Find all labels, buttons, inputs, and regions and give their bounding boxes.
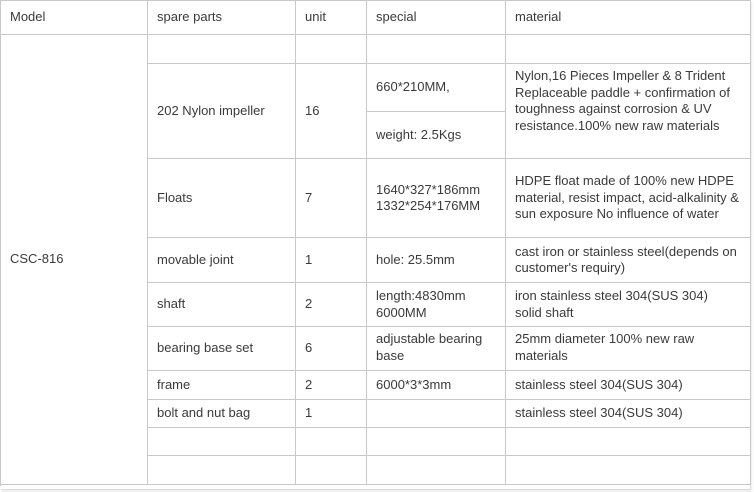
part-cell: Floats <box>148 159 296 238</box>
part-cell: shaft <box>148 283 296 327</box>
header-model: Model <box>1 1 148 35</box>
empty-cell <box>367 35 506 64</box>
part-cell: frame <box>148 371 296 400</box>
part-cell: bearing base set <box>148 327 296 371</box>
empty-cell <box>148 35 296 64</box>
material-line: iron stainless steel 304(SUS 304) <box>515 288 708 303</box>
material-cell: Nylon,16 Pieces Impeller & 8 Trident Replaceable paddle + confirmation of toughness against corrosion & UV resistance.100% new raw materials <box>506 64 751 159</box>
header-material: material <box>506 1 751 35</box>
part-cell: movable joint <box>148 238 296 283</box>
material-cell: stainless steel 304(SUS 304) <box>506 371 751 400</box>
unit-cell: 2 <box>296 283 367 327</box>
empty-cell <box>506 35 751 64</box>
unit-cell: 16 <box>296 64 367 159</box>
unit-cell: 6 <box>296 327 367 371</box>
special-line: 6000MM <box>376 304 427 320</box>
special-cell: 6000*3*3mm <box>367 371 506 400</box>
empty-cell <box>296 428 367 456</box>
empty-cell <box>506 456 751 485</box>
special-cell <box>367 400 506 428</box>
unit-cell: 1 <box>296 400 367 428</box>
header-special: special <box>367 1 506 35</box>
material-cell: cast iron or stainless steel(depends on customer's requiry) <box>506 238 751 283</box>
empty-cell <box>296 35 367 64</box>
empty-cell <box>506 428 751 456</box>
special-cell: weight: 2.5Kgs <box>367 112 506 159</box>
empty-cell <box>148 428 296 456</box>
special-cell <box>367 159 506 238</box>
unit-cell: 2 <box>296 371 367 400</box>
material-cell: HDPE float made of 100% new HDPE material, resist impact, acid-alkalinity & sun exposure No influence of water <box>506 159 751 238</box>
material-cell: stainless steel 304(SUS 304) <box>506 400 751 428</box>
header-unit: unit <box>296 1 367 35</box>
empty-cell <box>367 428 506 456</box>
material-cell: 25mm diameter 100% new raw materials <box>506 327 751 371</box>
empty-cell <box>367 456 506 485</box>
header-spare-parts: spare parts <box>148 1 296 35</box>
special-cell: hole: 25.5mm <box>367 238 506 283</box>
material-line: solid shaft <box>515 304 574 320</box>
special-cell: adjustable bearing base <box>367 327 506 371</box>
model-cell: CSC-816 <box>1 35 148 485</box>
material-cell <box>506 283 751 327</box>
special-line: length:4830mm <box>376 288 466 303</box>
empty-cell <box>148 456 296 485</box>
special-line: 1640*327*186mm <box>376 181 481 197</box>
unit-cell: 1 <box>296 238 367 283</box>
unit-cell: 7 <box>296 159 367 238</box>
table-row <box>1 35 751 64</box>
special-line: 1332*254*176MM <box>376 198 481 213</box>
special-cell: 660*210MM, <box>367 64 506 112</box>
special-cell <box>367 283 506 327</box>
empty-cell <box>296 456 367 485</box>
part-cell: 202 Nylon impeller <box>148 64 296 159</box>
header-row <box>1 1 751 35</box>
part-cell: bolt and nut bag <box>148 400 296 428</box>
